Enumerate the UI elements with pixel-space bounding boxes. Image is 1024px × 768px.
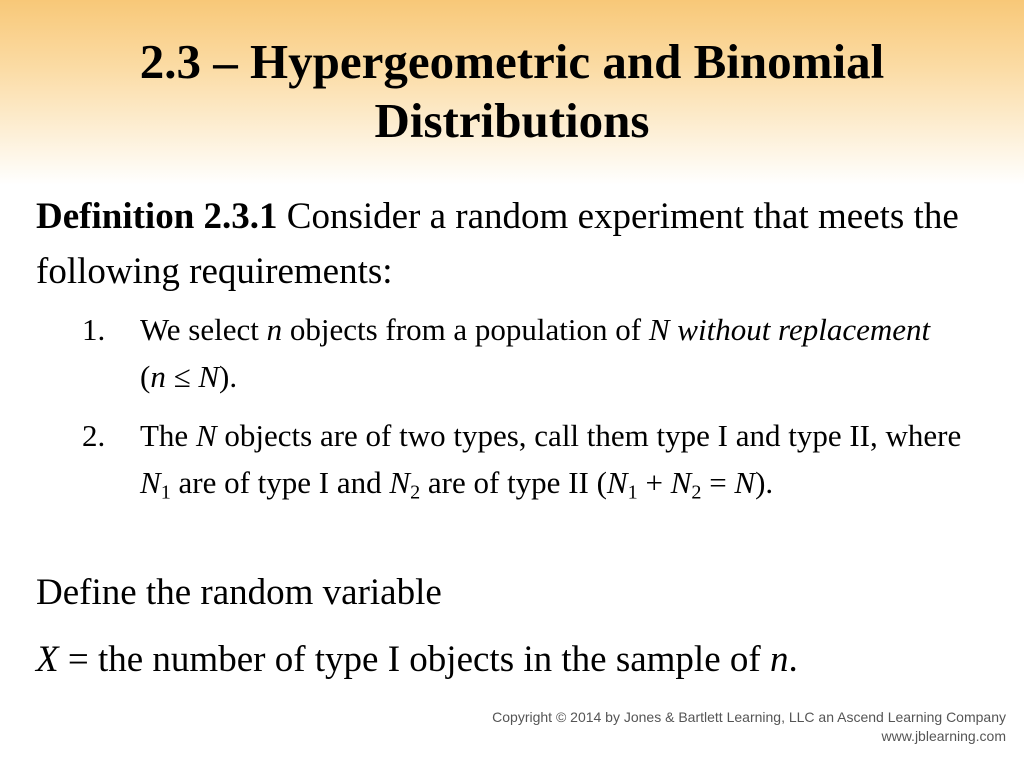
definition-paragraph — [36, 189, 996, 299]
copyright-line: Copyright © 2014 by Jones & Bartlett Learning, LLC an Ascend Learning Company — [492, 709, 1006, 725]
requirement-text: We select n objects from a population of N without replacement (n ≤ N). — [140, 312, 931, 394]
copyright-notice — [492, 708, 1006, 746]
requirement-item-2 — [82, 412, 962, 506]
requirement-number: 1. — [82, 312, 106, 347]
slide-title: 2.3 – Hypergeometric and Binomial Distributions — [139, 34, 885, 148]
requirement-item-1 — [82, 306, 962, 400]
requirement-number: 2. — [82, 418, 106, 453]
publisher-url: www.jblearning.com — [881, 728, 1006, 744]
requirement-text: The N objects are of two types, call them type I and type II, where $N_1$ are of type I and $N_2$ are of type II $(N_1 + N_2 = N)$. — [140, 418, 962, 504]
x-definition: X = the number of type I objects in the sample of n. — [36, 639, 798, 680]
define-variable-text: Define the random variable — [36, 572, 442, 613]
definition-label: Definition 2.3.1 — [36, 196, 278, 237]
definition-text: Consider a random experiment that meets the following requirements: — [36, 196, 959, 292]
without-replacement-text: without replacement — [677, 312, 931, 347]
